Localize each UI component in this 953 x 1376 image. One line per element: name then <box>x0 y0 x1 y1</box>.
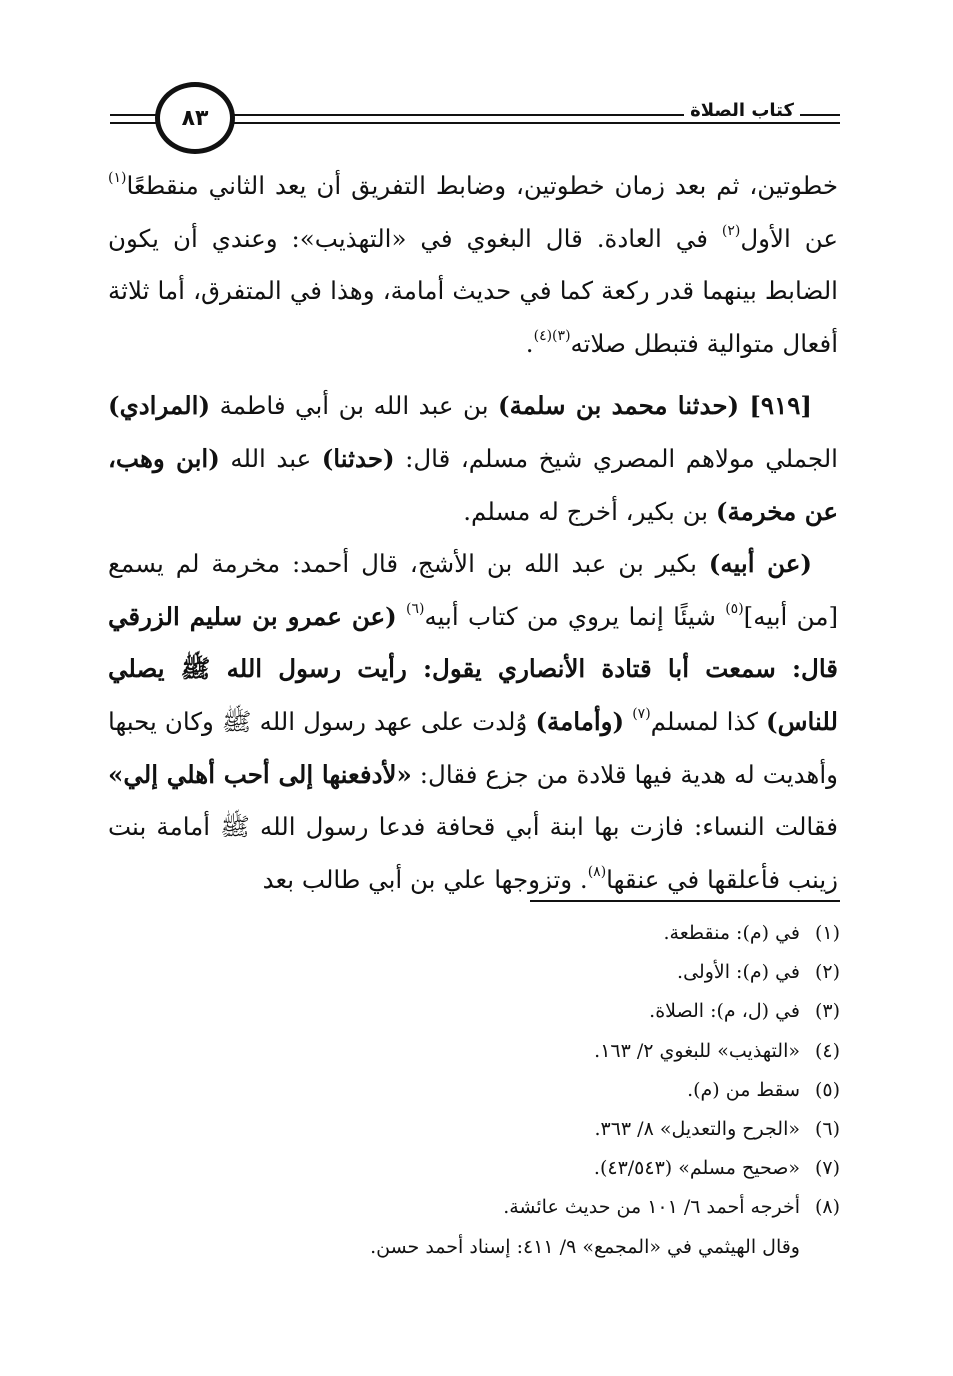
paragraph-1 <box>108 160 838 370</box>
footnote-item <box>300 1110 840 1149</box>
footnote-item <box>300 1071 840 1110</box>
footnote-number: (٧) <box>814 1157 840 1180</box>
text-run: . <box>525 328 534 358</box>
text-run: في العادة. قال البغوي في «التهذيب»: وعندي أن يكون الضابط بينهما قدر ركعة كما في حديث أمامة، وهذا في المتفرق، أما ثلاثة أفعال متوالية فتبطل صلاته <box>108 223 838 358</box>
text-run: شيئًا إنما يروي من كتاب أبيه <box>424 601 726 631</box>
footnote-ref: (١) <box>108 170 127 186</box>
footnote-ref: (٢) <box>721 222 741 239</box>
page-number: ٨٣ <box>155 82 235 154</box>
running-title: كتاب الصلاة <box>684 100 800 121</box>
page-header <box>110 78 840 168</box>
footnote-ref: (٨) <box>587 863 607 880</box>
footnote-number: (٢) <box>814 961 840 984</box>
footnote-ref: (٥) <box>725 600 744 617</box>
text-run: عبد الله <box>219 443 322 473</box>
footnote-ref: (٣)(٤) <box>533 327 571 344</box>
text-run <box>624 707 632 736</box>
footnotes <box>300 914 840 1267</box>
footnote-number: (٣) <box>814 1000 840 1023</box>
footnote-text: «التهذيب» للبغوي ٢/ ١٦٣. <box>594 1039 800 1062</box>
text-run: فقالت النساء: فازت بها ابنة أبي قحافة فدعا رسول الله ﷺ أمامة بنت زينب فأعلقها في عنقها <box>108 812 838 894</box>
footnote-text: أخرجه أحمد ٦/ ١٠١ من حديث عائشة. <box>503 1196 800 1219</box>
paragraph-3 <box>108 538 838 906</box>
footnote-text: «صحيح مسلم» (٤٣/٥٤٣). <box>593 1157 800 1180</box>
footnote-number: (٤) <box>814 1039 840 1062</box>
main-text <box>108 160 838 906</box>
text-run: خطوتين، ثم بعد زمان خطوتين، وضابط التفريق أن يعد الثاني منقطعًا <box>126 171 838 200</box>
footnote-text: في (م): الأولى. <box>677 961 800 984</box>
text-run: بكير بن عبد الله بن الأشج، قال أحمد: مخرمة لم يسمع [من أبيه] <box>108 549 838 631</box>
footnote-number: (٥) <box>814 1078 840 1101</box>
text-run: . وتزوجها علي بن أبي طالب بعد <box>262 864 588 894</box>
text-run: بن بكير، أخرج له مسلم. <box>463 496 716 526</box>
footnote-number: (١) <box>814 922 840 944</box>
text-run: وُلدت على عهد رسول الله ﷺ وكان يحبها وأهديت له هدية فيها قلادة من جزع فقال: <box>108 706 838 789</box>
footnote-item <box>300 953 840 992</box>
footnote-text: في (ل، م): الصلاة. <box>649 1000 800 1023</box>
text-run: كذا لمسلم <box>650 706 767 736</box>
bold-run: (ابن وهب، عن مخرمة) <box>108 443 838 526</box>
bold-run: (المرادي) <box>108 391 211 421</box>
footnote-number: (٦) <box>814 1118 840 1141</box>
text-run: بن عبد الله بن أبي فاطمة <box>210 391 499 421</box>
footnote-item <box>300 1188 840 1227</box>
footnote-item <box>300 992 840 1031</box>
paragraph-hadith-919 <box>108 380 838 538</box>
bold-run: (وأمامة) <box>535 706 625 736</box>
footnote-ref: (٦) <box>406 600 425 617</box>
footnote-continuation: وقال الهيثمي في «المجمع» ٩/ ٤١١: إسناد أحمد حسن. <box>370 1235 800 1258</box>
bold-run: (حدثنا) <box>321 443 395 473</box>
footnote-item <box>300 1032 840 1071</box>
hadith-number: [٩١٩] (حدثنا محمد بن سلمة) <box>498 391 812 421</box>
footnote-ref: (٧) <box>632 705 651 722</box>
footnote-item <box>300 914 840 953</box>
footnote-item <box>300 1149 840 1188</box>
bold-run: (عن أبيه) <box>708 549 813 579</box>
footnote-number: (٨) <box>814 1196 840 1219</box>
text-run: عن الأول <box>740 223 838 253</box>
bold-run: «لأدفعنها إلى أحب أهلي إلي» <box>108 759 412 789</box>
footnote-separator <box>530 900 840 902</box>
footnote-text: سقط من (م). <box>687 1078 800 1101</box>
footnote-text: «الجرح والتعديل» ٨/ ٣٦٣. <box>594 1118 800 1141</box>
footnote-text: في (م): منقطعة. <box>663 922 800 944</box>
text-run: الجملي مولاهم المصري شيخ مسلم، قال: <box>394 443 838 473</box>
bold-run: (عن عمرو بن سليم الزرقي قال: سمعت أبا قتادة الأنصاري يقول: رأيت رسول الله ﷺ يصلي للناس) <box>108 601 838 736</box>
text-run <box>397 602 406 631</box>
